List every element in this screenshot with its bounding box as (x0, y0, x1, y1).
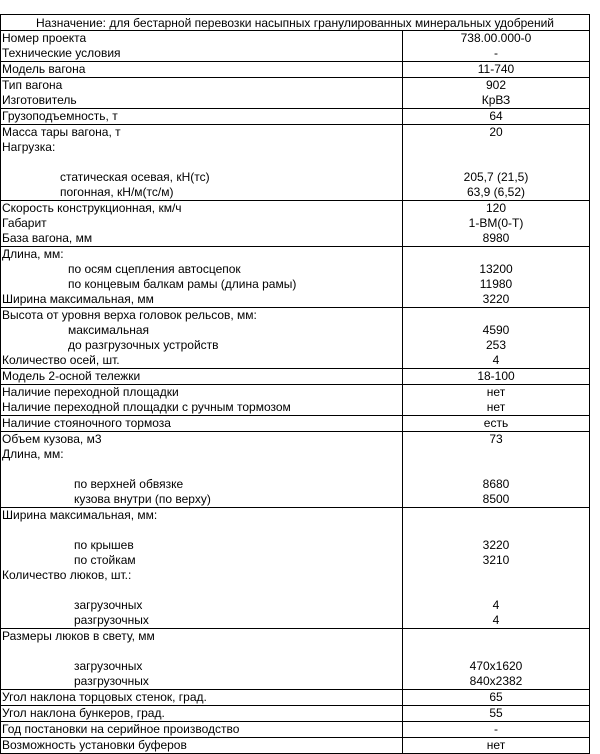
param-label: Высота от уровня верха головок рельсов, мм: (2, 308, 257, 322)
table-row (0, 385, 590, 416)
row-label-cell (1, 78, 403, 108)
param-value: 4 (492, 613, 500, 627)
param-value: 11-740 (477, 62, 515, 76)
row-value-cell (403, 706, 589, 721)
param-label: Нагрузка: (2, 140, 56, 154)
param-label: База вагона, мм (2, 231, 93, 245)
param-label (2, 583, 402, 598)
param-value: - (494, 46, 498, 60)
param-label: Ширина максимальная, мм: (2, 508, 158, 522)
table-title: Назначение: для бестарной перевозки насыпных гранулированных минеральных удобрений (0, 14, 590, 31)
param-label: Длина, мм: (2, 447, 64, 461)
row-label-cell (1, 629, 403, 689)
param-label: погонная, кН/м(тс/м) (60, 185, 174, 199)
param-label: по верхней обвязке (74, 477, 184, 491)
param-value: 11980 (479, 277, 513, 291)
param-label: Длина, мм: (2, 247, 64, 261)
row-value-cell (403, 629, 589, 689)
param-label: Изготовитель (2, 93, 77, 107)
row-value-cell (403, 109, 589, 124)
param-label: Объем кузова, м3 (2, 432, 102, 446)
row-value-cell (403, 416, 589, 431)
param-label: Количество осей, шт. (2, 353, 120, 367)
table-row (0, 508, 590, 629)
param-value (403, 308, 589, 323)
row-value-cell (403, 62, 589, 77)
param-label: по концевым балкам рамы (длина рамы) (68, 277, 297, 291)
row-label-cell (1, 247, 403, 307)
param-label: Масса тары вагона, т (2, 125, 121, 139)
param-value: 4 (492, 353, 500, 367)
param-value: 253 (485, 338, 507, 352)
param-label: Скорость конструкционная, км/ч (2, 201, 182, 215)
row-label-cell (1, 201, 403, 246)
param-value: 3220 (482, 538, 510, 552)
param-label (2, 644, 402, 659)
row-value-cell (403, 78, 589, 108)
row-value-cell (403, 722, 589, 737)
param-value: 738.00.000-0 (460, 31, 532, 45)
table-row (0, 629, 590, 690)
param-value: есть (483, 416, 509, 430)
param-value (403, 568, 589, 583)
param-label: по стойкам (74, 553, 136, 567)
param-value: КрВЗ (481, 93, 511, 107)
param-value (403, 508, 589, 523)
param-value: - (494, 722, 498, 736)
param-label: Возможность установки буферов (2, 738, 187, 752)
param-value (403, 629, 589, 644)
table-row (0, 308, 590, 369)
param-value (403, 644, 589, 659)
table-row (0, 201, 590, 247)
param-value (403, 583, 589, 598)
table-row (0, 722, 590, 738)
param-label: Номер проекта (2, 31, 87, 45)
param-value: 8980 (482, 231, 510, 245)
param-value: 18-100 (477, 369, 515, 383)
param-label: Угол наклона торцовых стенок, град. (2, 690, 207, 704)
table-row (0, 369, 590, 385)
param-value: 120 (485, 201, 507, 215)
param-value: 840x2382 (469, 674, 523, 688)
row-label-cell (1, 62, 403, 77)
row-label-cell (1, 738, 403, 753)
row-value-cell (403, 508, 589, 628)
row-label-cell (1, 385, 403, 415)
row-value-cell (403, 385, 589, 415)
param-label: Год постановки на серийное производство (2, 722, 240, 736)
param-label: Модель 2-осной тележки (2, 369, 141, 383)
param-label: статическая осевая, кН(тс) (60, 170, 210, 184)
param-value: 3220 (482, 292, 510, 306)
param-label: разгрузочных (74, 613, 149, 627)
table-body (0, 31, 590, 754)
param-label: Размеры люков в свету, мм (2, 629, 155, 643)
param-label: Наличие переходной площадки (2, 385, 179, 399)
param-label: Тип вагона (2, 78, 63, 92)
param-value (403, 140, 589, 155)
param-label: Количество люков, шт.: (2, 568, 132, 582)
param-label: Наличие переходной площадки с ручным тормозом (2, 400, 291, 414)
row-value-cell (403, 247, 589, 307)
param-label (2, 462, 402, 477)
param-value: 8500 (482, 492, 510, 506)
param-label: Наличие стояночного тормоза (2, 416, 171, 430)
param-value: 4590 (482, 323, 510, 337)
param-value: нет (486, 385, 506, 399)
param-value: нет (486, 400, 506, 414)
param-label: разгрузочных (74, 674, 149, 688)
table-row (0, 109, 590, 125)
param-value: 13200 (479, 262, 513, 276)
param-label: по осям сцепления автосцепок (68, 262, 241, 276)
table-row (0, 125, 590, 201)
param-value: 4 (492, 598, 500, 612)
param-label (2, 523, 402, 538)
spec-table (0, 14, 590, 754)
param-value (403, 447, 589, 462)
param-label: по крышев (74, 538, 134, 552)
param-value (403, 247, 589, 262)
param-label: кузова внутри (по верху) (74, 492, 211, 506)
param-value: 3210 (482, 553, 510, 567)
param-value: 73 (489, 432, 503, 446)
param-value: нет (486, 738, 506, 752)
row-value-cell (403, 369, 589, 384)
param-label: Угол наклона бункеров, град. (2, 706, 165, 720)
row-label-cell (1, 706, 403, 721)
row-label-cell (1, 369, 403, 384)
row-label-cell (1, 125, 403, 200)
row-label-cell (1, 690, 403, 705)
table-row (0, 690, 590, 706)
table-row (0, 738, 590, 754)
param-value (403, 462, 589, 477)
param-value: 205,7 (21,5) (463, 170, 529, 184)
param-value: 65 (489, 690, 503, 704)
param-value: 55 (489, 706, 503, 720)
param-label: Грузоподъемность, т (2, 109, 118, 123)
param-value: 20 (489, 125, 503, 139)
param-label: до разгрузочных устройств (68, 338, 219, 352)
table-row (0, 247, 590, 308)
row-value-cell (403, 690, 589, 705)
row-label-cell (1, 109, 403, 124)
row-label-cell (1, 432, 403, 507)
param-value: 63,9 (6,52) (466, 185, 526, 199)
param-label: загрузочных (74, 598, 143, 612)
table-row (0, 706, 590, 722)
param-label: загрузочных (74, 659, 143, 673)
param-label: Модель вагона (2, 62, 86, 76)
param-label: максимальная (68, 323, 149, 337)
param-value (403, 523, 589, 538)
row-value-cell (403, 125, 589, 200)
param-label: Габарит (2, 216, 47, 230)
table-row (0, 78, 590, 109)
param-label: Технические условия (2, 46, 121, 60)
param-value: 8680 (482, 477, 510, 491)
row-value-cell (403, 738, 589, 753)
param-value: 470x1620 (469, 659, 523, 673)
param-value: 902 (485, 78, 507, 92)
row-label-cell (1, 308, 403, 368)
param-value (403, 155, 589, 170)
param-value: 1-ВМ(0-Т) (468, 216, 524, 230)
table-row (0, 31, 590, 62)
row-value-cell (403, 201, 589, 246)
table-row (0, 416, 590, 432)
param-label (2, 155, 402, 170)
row-value-cell (403, 432, 589, 507)
table-row (0, 432, 590, 508)
row-label-cell (1, 416, 403, 431)
param-value: 64 (489, 109, 503, 123)
row-value-cell (403, 31, 589, 61)
row-label-cell (1, 722, 403, 737)
row-label-cell (1, 508, 403, 628)
row-value-cell (403, 308, 589, 368)
row-label-cell (1, 31, 403, 61)
param-label: Ширина максимальная, мм (2, 292, 154, 306)
table-row (0, 62, 590, 78)
